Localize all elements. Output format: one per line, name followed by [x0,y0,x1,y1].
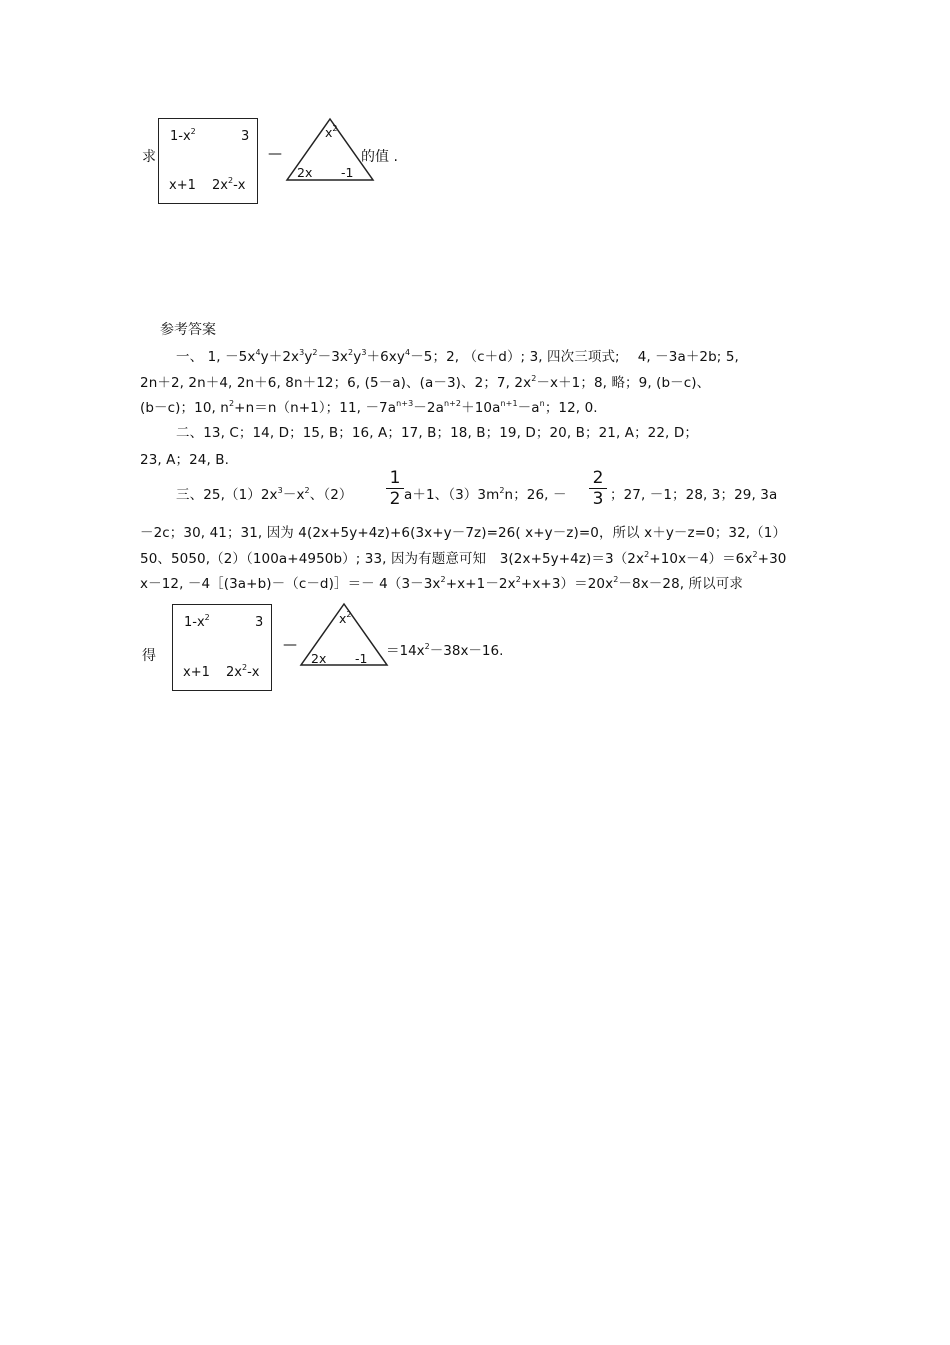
triangle-top: $x^2$ [325,124,338,140]
problem-prefix: 求 [142,149,156,165]
section3-line2: －2c；30, 41；31, 因为 4(2x+5y+4z)+6(3x+y－7z)=26( x+y－z)=0，所以 x＋y－z=0；32,（1） [140,525,787,541]
result-square-box [172,604,272,691]
section3-line1-c: ；27, －1；28, 3；29, 3a [610,487,778,503]
section3-line1-b: a＋1、$(3)3m^2n$；26, － [404,486,567,503]
box-top-left: $1-x^2$ [170,127,196,144]
fraction-one-half [386,468,404,509]
section2-line1: 二、13, C；14, D；15, B；16, A；17, B；18, B；19, D；20, B；21, A；22, D； [176,425,698,441]
fraction-numerator: 2 [592,468,604,488]
fraction-numerator: 1 [389,468,401,488]
box-bottom-right: $2x^2-x$ [226,663,260,680]
section3-line3: 50、5050,（2）（100a+4950b）; 33, 因为有题意可知 $3(2x+5y+4z)=3(2x^2+10x-4)=6x^2+30$ [140,550,787,567]
answers-heading: 参考答案 [160,322,216,338]
problem-suffix: 的值 . [361,149,398,165]
problem-square-box [158,118,258,204]
fraction-denominator: 2 [389,489,401,509]
section3-line1-a: 三、$25,(1)2x^3-x^2$、（2） [176,486,353,503]
box-top-right: 3 [241,129,250,144]
triangle-bottom-left: 2x [297,165,313,180]
result-prefix: 得 [142,648,156,664]
triangle-bottom-right: -1 [341,165,354,180]
section1-line2: 2n＋2, 2n＋4, 2n＋6, 8n＋12；6, (5－a)、(a－3)、2；7, $2x^2-x+1$；8, 略；9, (b－c)、 [140,374,711,391]
fraction-two-thirds [589,468,607,509]
triangle-bottom-left: 2x [311,651,327,666]
box-bottom-left: x+1 [169,178,196,193]
box-bottom-left: x+1 [183,665,210,680]
triangle-bottom-right: -1 [355,651,368,666]
section3-line4: x－12, －4［(3a+b)－（c－d)］＝－ $4(3-3x^2+x+1-2x^2+x+3)=20x^2-8x-28$, 所以可求 [140,575,743,592]
section2-line2: 23, A；24, B. [140,452,230,468]
section1-line3: (b－c)；10, $n^2+n=n(n+1)$；11, $-7a^{n+3}-2a^{n+2}+10a^{n+1}-a^n$；12, 0. [140,399,598,416]
fraction-denominator: 3 [592,489,604,509]
result-triangle [299,602,389,667]
problem-minus-sign: — [268,146,282,162]
box-top-right: 3 [255,615,264,630]
section1-line1: 一、 1, $-5x^4y+2x^3y^2-3x^2y^3+6xy^4-5$；2, （c＋d）; 3, 四次三项式; 4, －3a＋2b; 5, [176,348,739,365]
box-top-left: $1-x^2$ [184,613,210,630]
result-equation: $=14x^2-38x-16$. [386,642,504,659]
result-minus-sign: — [283,637,297,653]
box-bottom-right: $2x^2-x$ [212,176,246,193]
triangle-top: $x^2$ [339,610,352,626]
